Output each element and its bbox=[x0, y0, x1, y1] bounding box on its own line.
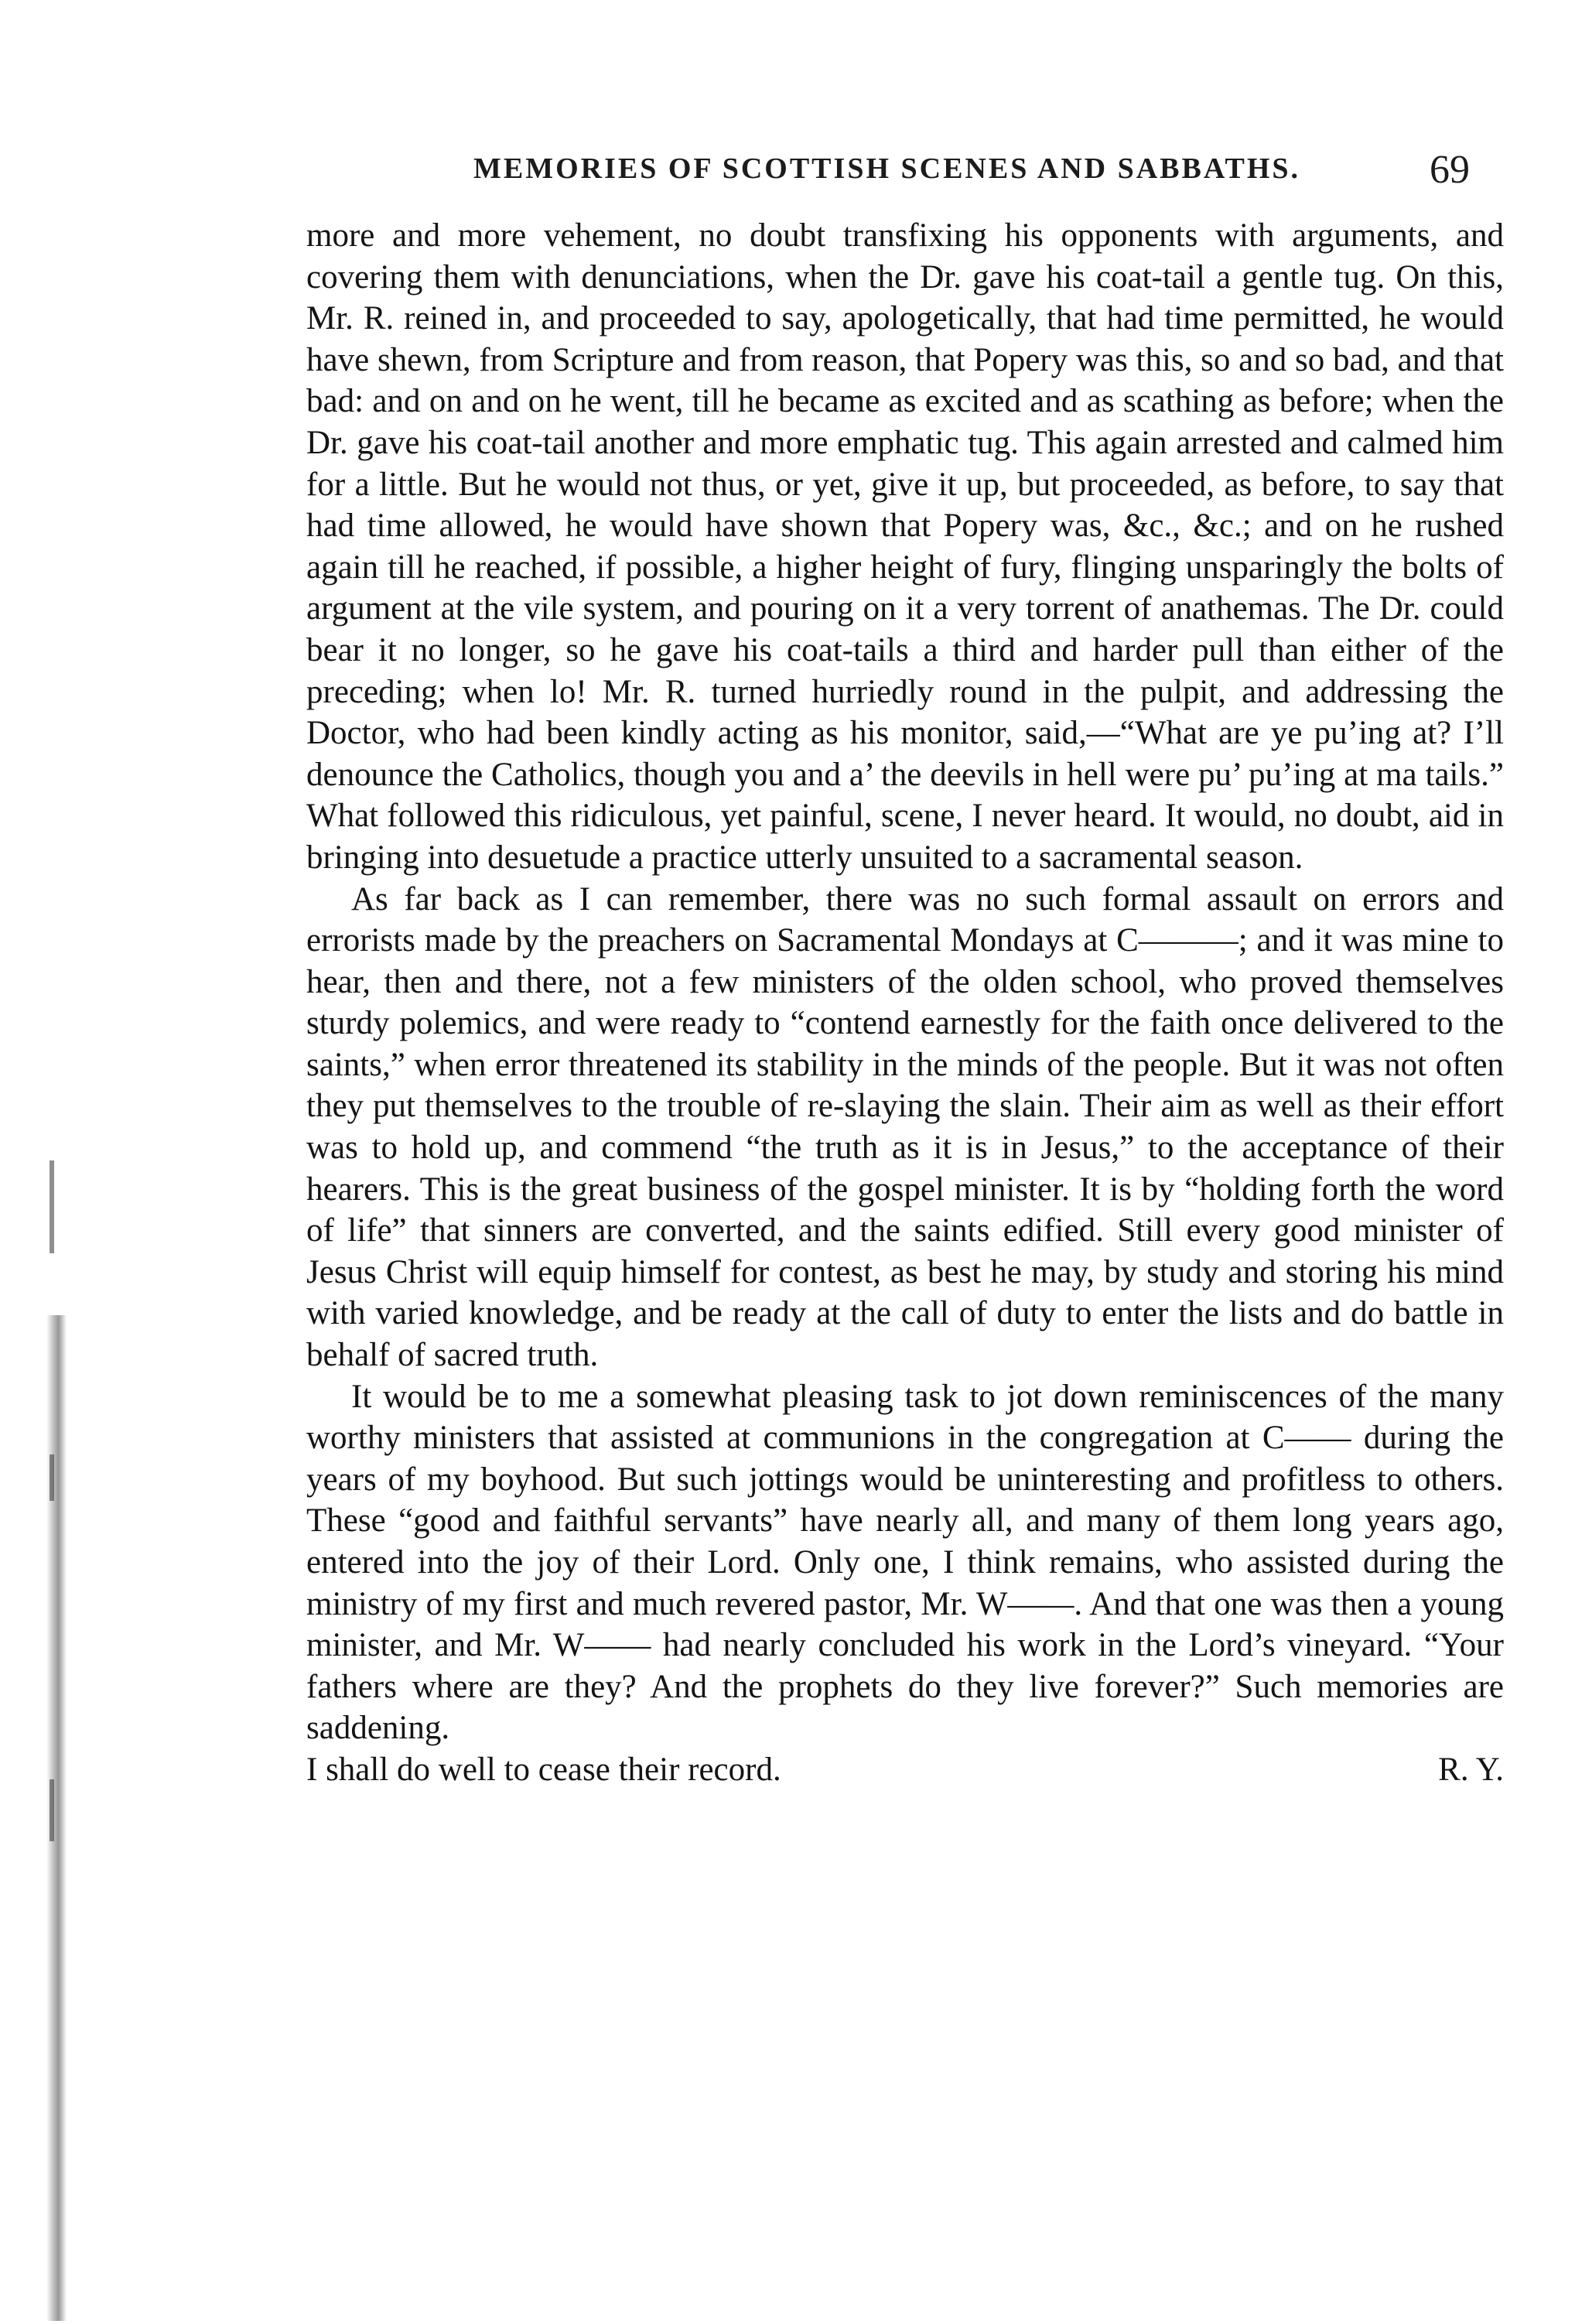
closing-sentence: I shall do well to cease their record. bbox=[306, 1751, 781, 1788]
paragraph: It would be to me a somewhat pleasing task to jot down reminiscences of the many worthy ministers that assisted at communions in the congregation at C—— during the years of my boyhood. But such jottings would be uninteresting and profitless to others. These “good and faithful servants” have nearly all, and many of them long years ago, entered into the joy of their Lord. Only one, I think remains, who assisted during the ministry of my first and much revered pastor, Mr. W——. And that one was then a young minister, and Mr. W—— had nearly concluded his work in the Lord’s vineyard. “Your fathers where are they? And the prophets do they live forever?” Such memories are saddening. bbox=[306, 1378, 1504, 1747]
closing-line bbox=[306, 1749, 1504, 1791]
binding-mark bbox=[50, 1454, 54, 1501]
paragraph: As far back as I can remember, there was no such formal assault on errors and errorists made by the preachers on Sacramental Mondays at C———; and it was mine to hear, then and there, not a few ministers of the olden school, who proved themselves sturdy polemics, and were ready to “contend earnestly for the faith once delivered to the saints,” when error threatened its stability in the minds of the people. But it was not often they put themselves to the trouble of re-slaying the slain. Their aim as well as their effort was to hold up, and commend “the truth as it is in Jesus,” to the acceptance of their hearers. This is the great business of the gospel minister. It is by “holding forth the word of life” that sinners are converted, and the saints edified. Still every good minister of Jesus Christ will equip himself for contest, as best he may, by study and storing his mind with varied knowledge, and be ready at the call of duty to enter the lists and do battle in behalf of sacred truth. bbox=[306, 880, 1504, 1374]
running-title: MEMORIES OF SCOTTISH SCENES AND SABBATHS. bbox=[473, 152, 1301, 185]
binding-mark bbox=[50, 1160, 54, 1253]
running-header bbox=[309, 147, 1485, 193]
body-text bbox=[306, 215, 1504, 1791]
author-signature: R. Y. bbox=[1438, 1751, 1504, 1788]
page-number: 69 bbox=[1430, 148, 1470, 192]
binding-mark bbox=[50, 1779, 54, 1841]
paragraph-continued: more and more vehement, no doubt transfixing his opponents with arguments, and covering them with denunciations, when the Dr. gave his coat-tail a gentle tug. On this, Mr. R. reined in, and proceeded to say, apologetically, that had time permitted, he would have shewn, from Scripture and from reason, that Popery was this, so and so bad, and that bad: and on and on he went, till he became as excited and as scathing as before; when the Dr. gave his coat-tail another and more emphatic tug. This again arrested and calmed him for a little. But he would not thus, or yet, give it up, but proceeded, as before, to say that had time allowed, he would have shown that Popery was, &c., &c.; and on he rushed again till he reached, if possible, a higher height of fury, flinging unsparingly the bolts of argument at the vile system, and pouring on it a very torrent of anathemas. The Dr. could bear it no longer, so he gave his coat-tails a third and harder pull than either of the preceding; when lo! Mr. R. turned hurriedly round in the pulpit, and addressing the Doctor, who had been kindly acting as his monitor, said,—“What are ye pu’ing at? I’ll denounce the Catholics, though you and a’ the deevils in hell were pu’ pu’ing at ma tails.” What followed this ridiculous, yet painful, scene, I never heard. It would, no doubt, aid in bringing into desuetude a practice utterly unsuited to a sacramental season. bbox=[306, 217, 1504, 876]
